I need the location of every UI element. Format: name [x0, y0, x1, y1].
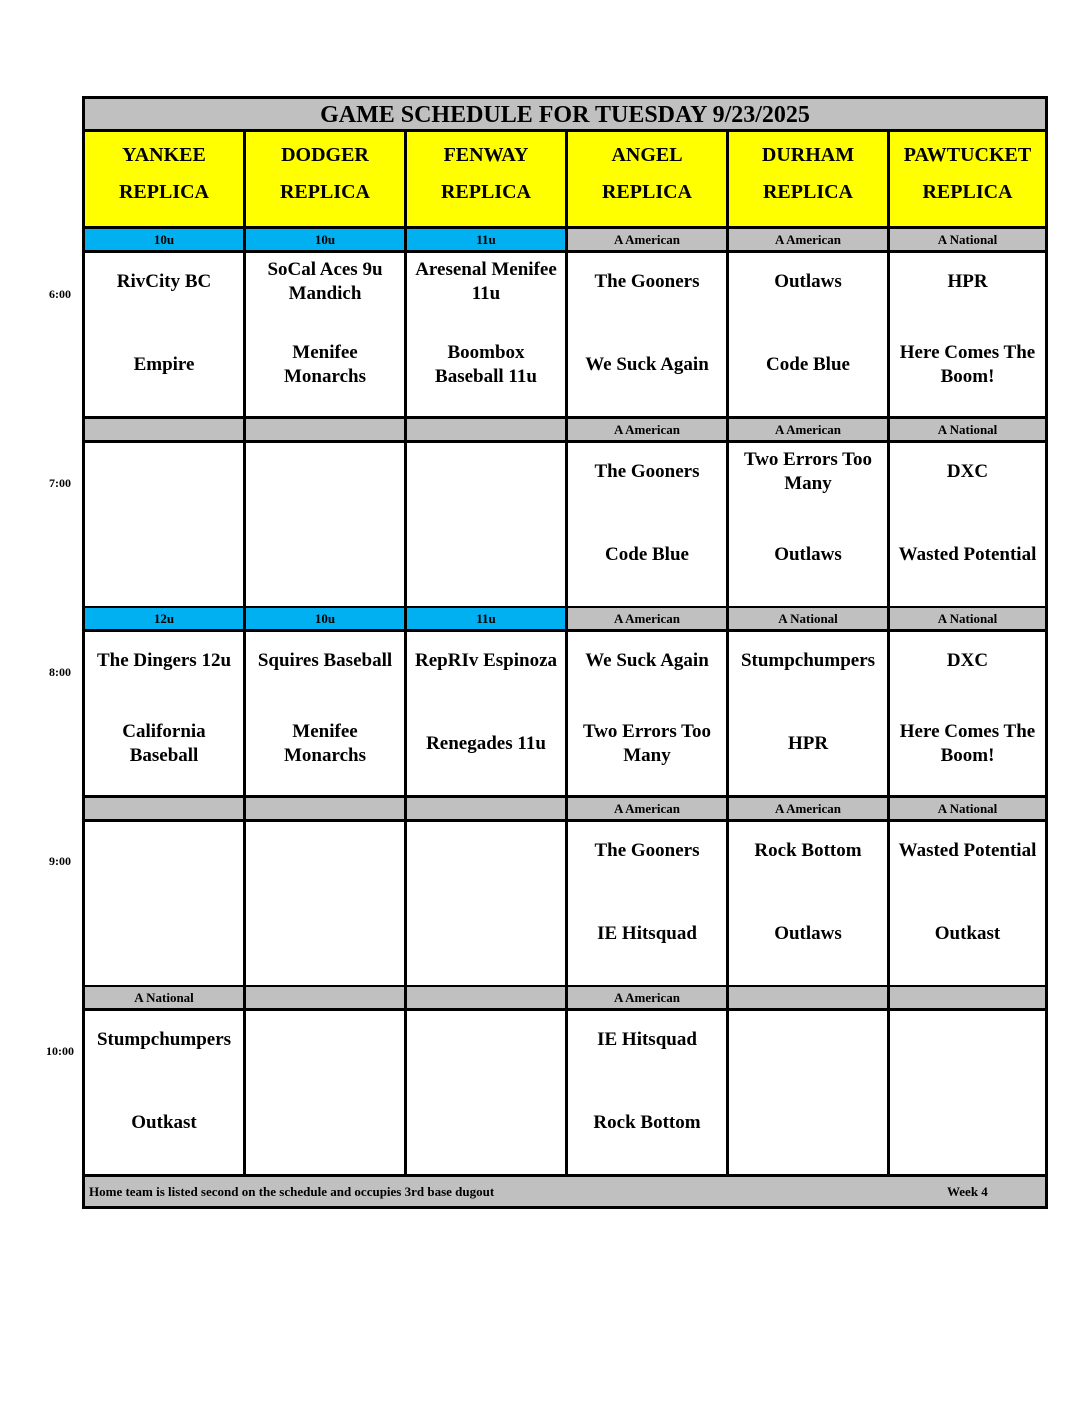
home-team: Rock Bottom	[593, 1112, 701, 1133]
away-team: The Gooners	[594, 271, 700, 292]
time-label: 10:00	[46, 1044, 74, 1058]
away-team: Outlaws	[774, 271, 842, 292]
game-cell	[407, 822, 568, 988]
away-team: RepRIv Espinoza	[415, 650, 557, 671]
division-label: 10u	[85, 229, 246, 253]
field-name: ANGEL	[611, 144, 683, 166]
away-team: The Gooners	[594, 840, 700, 861]
away-team: Wasted Potential	[898, 840, 1037, 861]
game-cell	[246, 443, 407, 609]
away-team: The Gooners	[594, 461, 700, 482]
game-cell	[568, 1011, 729, 1177]
time-label: 9:00	[49, 854, 71, 868]
away-team: Squires Baseball	[257, 650, 393, 671]
game-cell	[246, 632, 407, 798]
division-label	[407, 798, 568, 822]
field-header	[890, 132, 1045, 229]
home-team: Here Comes The Boom!	[899, 721, 1036, 766]
home-team: Code Blue	[605, 544, 689, 565]
field-header	[568, 132, 729, 229]
home-team	[894, 1097, 1041, 1149]
game-cell	[890, 822, 1045, 988]
division-label: 10u	[246, 229, 407, 253]
field-sub: REPLICA	[601, 181, 692, 203]
game-cell	[890, 253, 1045, 419]
division-label	[85, 419, 246, 443]
home-team	[411, 1097, 561, 1149]
game-cell	[85, 632, 246, 798]
week-label: Week 4	[947, 1184, 988, 1199]
home-team	[89, 908, 239, 960]
away-team: RivCity BC	[116, 271, 212, 292]
home-team: Outkast	[934, 923, 1001, 944]
home-team	[89, 529, 239, 581]
game-cell	[890, 632, 1045, 798]
field-header	[85, 132, 246, 229]
division-label: A American	[568, 229, 729, 253]
home-team: Wasted Potential	[898, 544, 1037, 565]
game-cell	[568, 253, 729, 419]
home-team	[733, 1097, 883, 1149]
division-label: A American	[568, 987, 729, 1011]
division-label: 11u	[407, 608, 568, 632]
away-team: The Dingers 12u	[96, 650, 232, 671]
game-cell	[246, 1011, 407, 1177]
away-team	[411, 1014, 561, 1066]
away-team	[250, 825, 400, 877]
game-cell	[246, 253, 407, 419]
away-team: Stumpchumpers	[96, 1029, 232, 1050]
home-team: Two Errors Too Many	[582, 721, 712, 766]
division-label: 10u	[246, 608, 407, 632]
footer-bar	[85, 1177, 1045, 1206]
game-cell	[407, 443, 568, 609]
away-team: Stumpchumpers	[740, 650, 876, 671]
away-team	[411, 825, 561, 877]
home-team: Here Comes The Boom!	[899, 342, 1036, 387]
division-label: A American	[729, 798, 890, 822]
home-team: Code Blue	[766, 354, 850, 375]
schedule-table	[82, 96, 1048, 1209]
game-cell	[568, 632, 729, 798]
division-label	[85, 798, 246, 822]
home-team: Outkast	[131, 1112, 197, 1133]
division-label: A American	[568, 798, 729, 822]
division-label: A National	[890, 798, 1045, 822]
home-team: Menifee Monarchs	[284, 342, 366, 387]
home-team	[250, 1097, 400, 1149]
game-cell	[85, 443, 246, 609]
division-label: A National	[890, 229, 1045, 253]
division-label	[407, 987, 568, 1011]
away-team	[250, 1014, 400, 1066]
division-label: A American	[729, 229, 890, 253]
away-team: HPR	[947, 271, 988, 292]
home-team	[411, 908, 561, 960]
game-cell	[246, 822, 407, 988]
away-team: IE Hitsquad	[597, 1029, 697, 1050]
field-sub: REPLICA	[440, 181, 531, 203]
away-team	[894, 1014, 1041, 1066]
home-team: Outlaws	[774, 923, 842, 944]
game-cell	[729, 443, 890, 609]
away-team: SoCal Aces 9u Mandich	[267, 259, 383, 304]
division-label: 11u	[407, 229, 568, 253]
footer-note: Home team is listed second on the schedule and occupies 3rd base dugout	[89, 1184, 495, 1199]
division-label	[407, 419, 568, 443]
field-sub: REPLICA	[118, 181, 209, 203]
division-label: A American	[568, 608, 729, 632]
division-label: 12u	[85, 608, 246, 632]
home-team: We Suck Again	[585, 354, 709, 375]
field-header	[407, 132, 568, 229]
away-team: Two Errors Too Many	[743, 449, 873, 494]
field-name: DURHAM	[761, 144, 855, 166]
field-name: FENWAY	[443, 144, 529, 166]
away-team	[89, 446, 239, 498]
game-cell	[407, 632, 568, 798]
field-header	[729, 132, 890, 229]
time-label: 6:00	[49, 287, 71, 301]
home-team: HPR	[787, 733, 829, 754]
away-team	[411, 446, 561, 498]
time-label: 7:00	[49, 476, 71, 490]
game-cell	[729, 822, 890, 988]
home-team: IE Hitsquad	[597, 923, 697, 944]
away-team: We Suck Again	[585, 650, 709, 671]
game-cell	[890, 1011, 1045, 1177]
field-sub: REPLICA	[762, 181, 853, 203]
home-team: California Baseball	[122, 721, 206, 766]
time-label: 8:00	[49, 665, 71, 679]
game-cell	[890, 443, 1045, 609]
division-label	[890, 987, 1045, 1011]
home-team: Empire	[133, 354, 195, 375]
game-cell	[568, 822, 729, 988]
away-team	[250, 446, 400, 498]
division-label: A National	[729, 608, 890, 632]
game-cell	[85, 253, 246, 419]
division-label	[246, 987, 407, 1011]
away-team	[89, 825, 239, 877]
game-cell	[407, 253, 568, 419]
home-team	[250, 908, 400, 960]
home-team	[250, 529, 400, 581]
division-label	[246, 798, 407, 822]
division-label: A National	[890, 608, 1045, 632]
game-cell	[407, 1011, 568, 1177]
division-label: A National	[85, 987, 246, 1011]
game-cell	[729, 1011, 890, 1177]
home-team: Outlaws	[774, 544, 842, 565]
division-label: A American	[729, 419, 890, 443]
away-team	[733, 1014, 883, 1066]
division-label	[246, 419, 407, 443]
away-team: DXC	[946, 461, 989, 482]
division-label	[729, 987, 890, 1011]
game-cell	[85, 1011, 246, 1177]
field-name: YANKEE	[122, 144, 206, 166]
schedule-title: GAME SCHEDULE FOR TUESDAY 9/23/2025	[85, 99, 1045, 132]
home-team: Menifee Monarchs	[284, 721, 366, 766]
game-cell	[568, 443, 729, 609]
field-name: PAWTUCKET	[903, 144, 1032, 166]
game-cell	[729, 253, 890, 419]
game-cell	[729, 632, 890, 798]
division-label: A National	[890, 419, 1045, 443]
field-sub: REPLICA	[922, 181, 1013, 203]
field-name: DODGER	[281, 144, 369, 166]
away-team: DXC	[946, 650, 989, 671]
field-sub: REPLICA	[279, 181, 370, 203]
away-team: Aresenal Menifee 11u	[415, 259, 557, 304]
home-team: Renegades 11u	[426, 733, 546, 754]
division-label: A American	[568, 419, 729, 443]
home-team: Boombox Baseball 11u	[435, 342, 537, 387]
home-team	[411, 529, 561, 581]
away-team: Rock Bottom	[754, 840, 862, 861]
field-header	[246, 132, 407, 229]
game-cell	[85, 822, 246, 988]
